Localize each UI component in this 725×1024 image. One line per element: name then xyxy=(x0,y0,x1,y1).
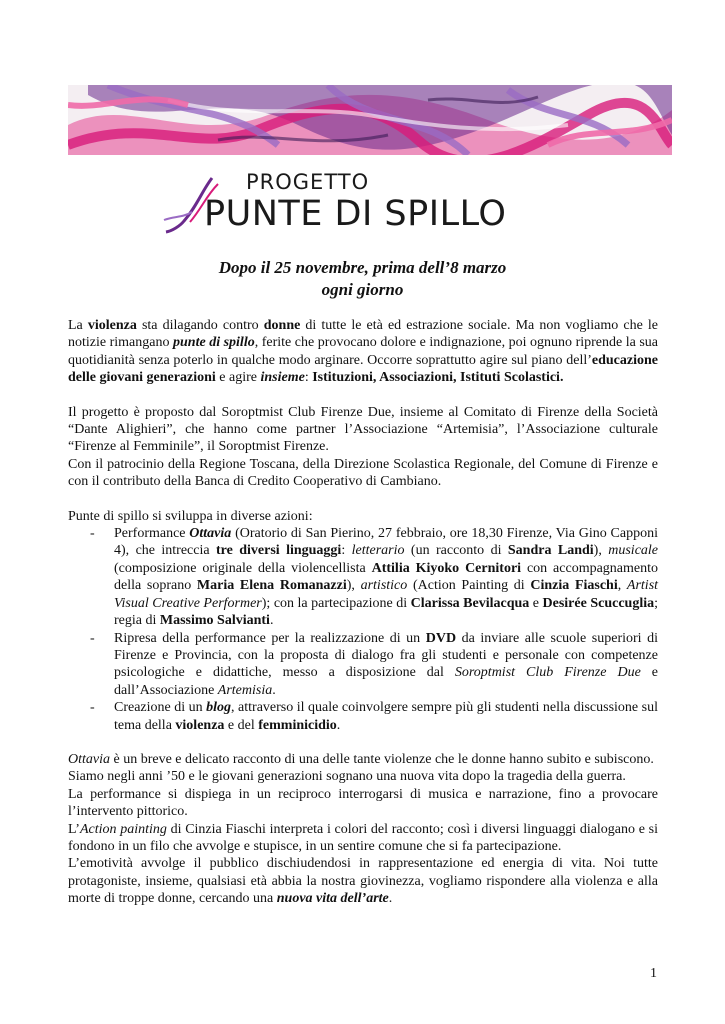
fifties-paragraph: Siamo negli anni ’50 e le giovani generazioni sognano una nuova vita dopo la tragedia della guerra. xyxy=(68,769,626,785)
logo-punte-di-spillo-text: PUNTE DI SPILLO xyxy=(204,194,507,234)
performance-paragraph: La performance si dispiega in un reciproco interrogarsi di musica e narrazione, fino a provocare l’intervento pittorico. xyxy=(68,786,658,820)
page-number: 1 xyxy=(650,966,657,981)
list-item-blog: - Creazione di un blog, attraverso il quale coinvolgere sempre più gli studenti nella discussione sul tema della violenza e del femminicidio. xyxy=(90,700,658,733)
partners-paragraph: Il progetto è proposto dal Soroptmist Club Firenze Due, insieme al Comitato di Firenze della Società “Dante Alighieri”, che hanno come partner l’Associazione “Artemisia”, l’Associazione culturale “Firenze al Femminile”, il Soroptmist Firenze. xyxy=(68,404,658,455)
painted-banner-image xyxy=(68,85,672,155)
intro-paragraph: La violenza sta dilagando contro donne di tutte le età ed estrazione sociale. Ma non vogliamo che le notizie rimangano punte di spillo, ferite che provocano dolore e indignazione, poi ognuno riprende la sua quotidianità senza poterlo in qualche modo arginare. Occorre soprattutto agire sul piano dell’educazione delle giovani generazioni e agire insieme: Istituzioni, Associazioni, Istituti Scolastici. xyxy=(68,318,659,386)
actions-list xyxy=(68,525,658,734)
subtitle-line2: ogni giorno xyxy=(321,280,404,299)
emotion-paragraph: L’emotività avvolge il pubblico dischiudendosi in rappresentazione ed energia di vita. Noi tutte protagoniste, insieme, qualsiasi età abbia la nostra giovinezza, vogliamo rispondere alla violenza e alla morte di troppe donne, cercando una nuova vita dell’arte. xyxy=(68,856,658,907)
list-item-performance: - Performance Ottavia (Oratorio di San Pierino, 27 febbraio, ore 18,30 Firenze, Via Gino Capponi 4), che intreccia tre diversi linguaggi: letterario (un racconto di Sandra Landi), musicale (composizione originale della violencellista Attilia Kiyoko Cernitori con accompagnamento della soprano Maria Elena Romanazzi), artistico (Action Painting di Cinzia Fiaschi, Artist Visual Creative Performer); con la partecipazione di Clarissa Bevilacqua e Desirée Scuccuglia; regia di Massimo Salvianti. xyxy=(90,526,659,629)
document-body xyxy=(68,317,658,908)
patronage-paragraph: Con il patrocinio della Regione Toscana, della Direzione Scolastica Regionale, del Comune di Firenze e con il contributo della Banca di Credito Cooperativo di Cambiano. xyxy=(68,456,658,490)
list-item-dvd: - Ripresa della performance per la realizzazione di un DVD da inviare alle scuole superiori di Firenze e Provincia, con la proposta di dialogo fra gli studenti e personale con competenze psicologiche e didattiche, messo a disposizione dal Soroptmist Club Firenze Due e dall’Associazione Artemisia. xyxy=(90,630,659,698)
action-painting-paragraph: L’Action painting di Cinzia Fiaschi interpreta i colori del racconto; così i diversi linguaggi dialogano e si fondono in un filo che avvolge e stupisce, in un sentire comune che si fa partecipazione. xyxy=(68,821,658,854)
subtitle-line1: Dopo il 25 novembre, prima dell’8 marzo xyxy=(218,258,507,277)
logo-progetto-text: PROGETTO xyxy=(246,170,370,194)
actions-intro: Punte di spillo si sviluppa in diverse azioni: xyxy=(68,508,313,524)
project-logo xyxy=(160,170,580,240)
ottavia-paragraph: Ottavia è un breve e delicato racconto di una delle tante violenze che le donne hanno subito e subiscono. xyxy=(68,751,654,767)
